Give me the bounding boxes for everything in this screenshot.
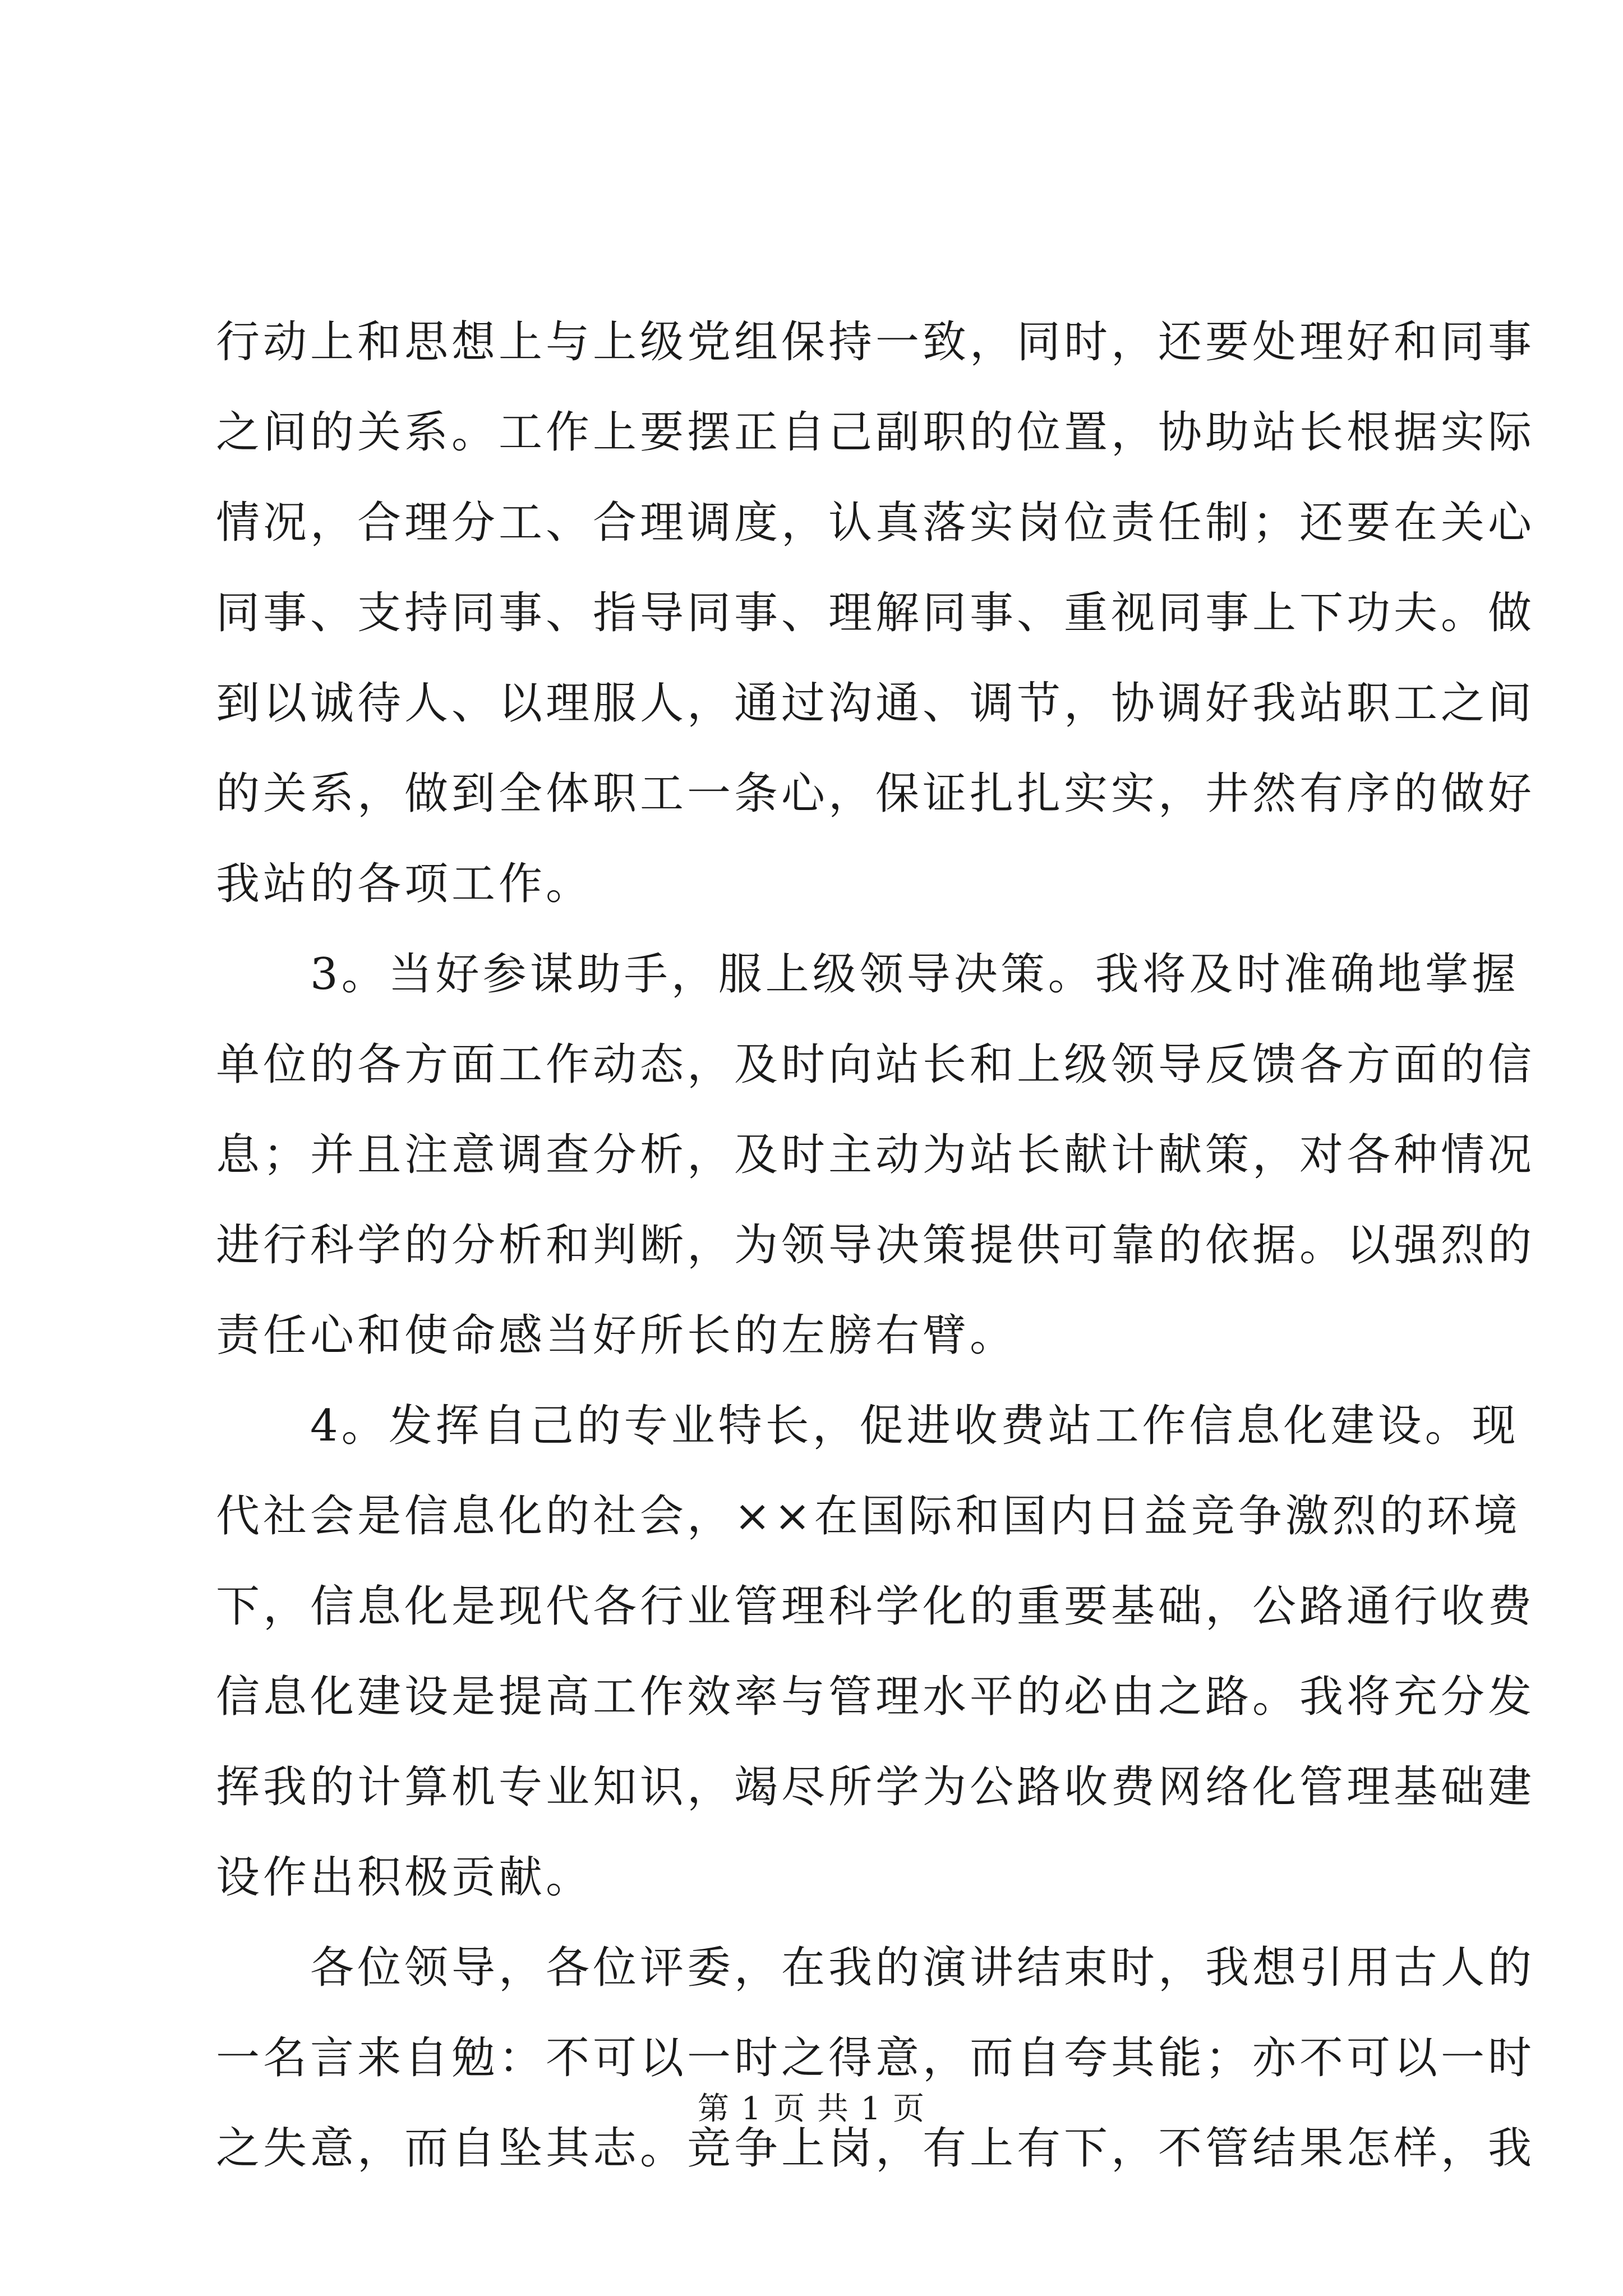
- text-line: 之失意，而自坠其志。竞争上岗，有上有下，不管结果怎样，我: [216, 2123, 1536, 2174]
- page-number-footer: 第 1 页 共 1 页: [697, 2091, 926, 2127]
- text-line: 行动上和思想上与上级党组保持一致，同时，还要处理好和同事: [216, 317, 1536, 367]
- text-line: 息；并且注意调查分析，及时主动为站长献计献策，对各种情况: [216, 1130, 1536, 1180]
- paragraph-start-line: 3。当好参谋助手，服上级领导决策。我将及时准确地掌握: [310, 949, 1519, 1000]
- text-line: 挥我的计算机专业知识，竭尽所学为公路收费网络化管理基础建: [216, 1762, 1536, 1812]
- text-line: 我站的各项工作。: [216, 859, 593, 909]
- text-line: 的关系，做到全体职工一条心，保证扎扎实实，井然有序的做好: [216, 769, 1536, 819]
- text-line: 情况，合理分工、合理调度，认真落实岗位责任制；还要在关心: [216, 498, 1536, 548]
- document-body: [216, 297, 1536, 2194]
- text-line: 到以诚待人、以理服人，通过沟通、调节，协调好我站职工之间: [216, 678, 1536, 729]
- text-line: 之间的关系。工作上要摆正自己副职的位置，协助站长根据实际: [216, 407, 1536, 458]
- text-line: 单位的各方面工作动态，及时向站长和上级领导反馈各方面的信: [216, 1039, 1536, 1090]
- text-line: 一名言来自勉：不可以一时之得意，而自夸其能；亦不可以一时: [216, 2033, 1536, 2083]
- text-line: 同事、支持同事、指导同事、理解同事、重视同事上下功夫。做: [216, 588, 1536, 638]
- text-line: 责任心和使命感当好所长的左膀右臂。: [216, 1310, 1017, 1361]
- text-line: 代社会是信息化的社会，××在国际和国内日益竞争激烈的环境: [216, 1491, 1521, 1542]
- text-line: 下，信息化是现代各行业管理科学化的重要基础，公路通行收费: [216, 1581, 1536, 1632]
- paragraph-start-line: 4。发挥自己的专业特长，促进收费站工作信息化建设。现: [310, 1401, 1519, 1451]
- paragraph-start-line: 各位领导，各位评委，在我的演讲结束时，我想引用古人的: [310, 1943, 1536, 1993]
- text-line: 设作出积极贡献。: [216, 1852, 593, 1903]
- text-line: 进行科学的分析和判断，为领导决策提供可靠的依据。以强烈的: [216, 1220, 1536, 1271]
- text-line: 信息化建设是提高工作效率与管理水平的必由之路。我将充分发: [216, 1672, 1536, 1722]
